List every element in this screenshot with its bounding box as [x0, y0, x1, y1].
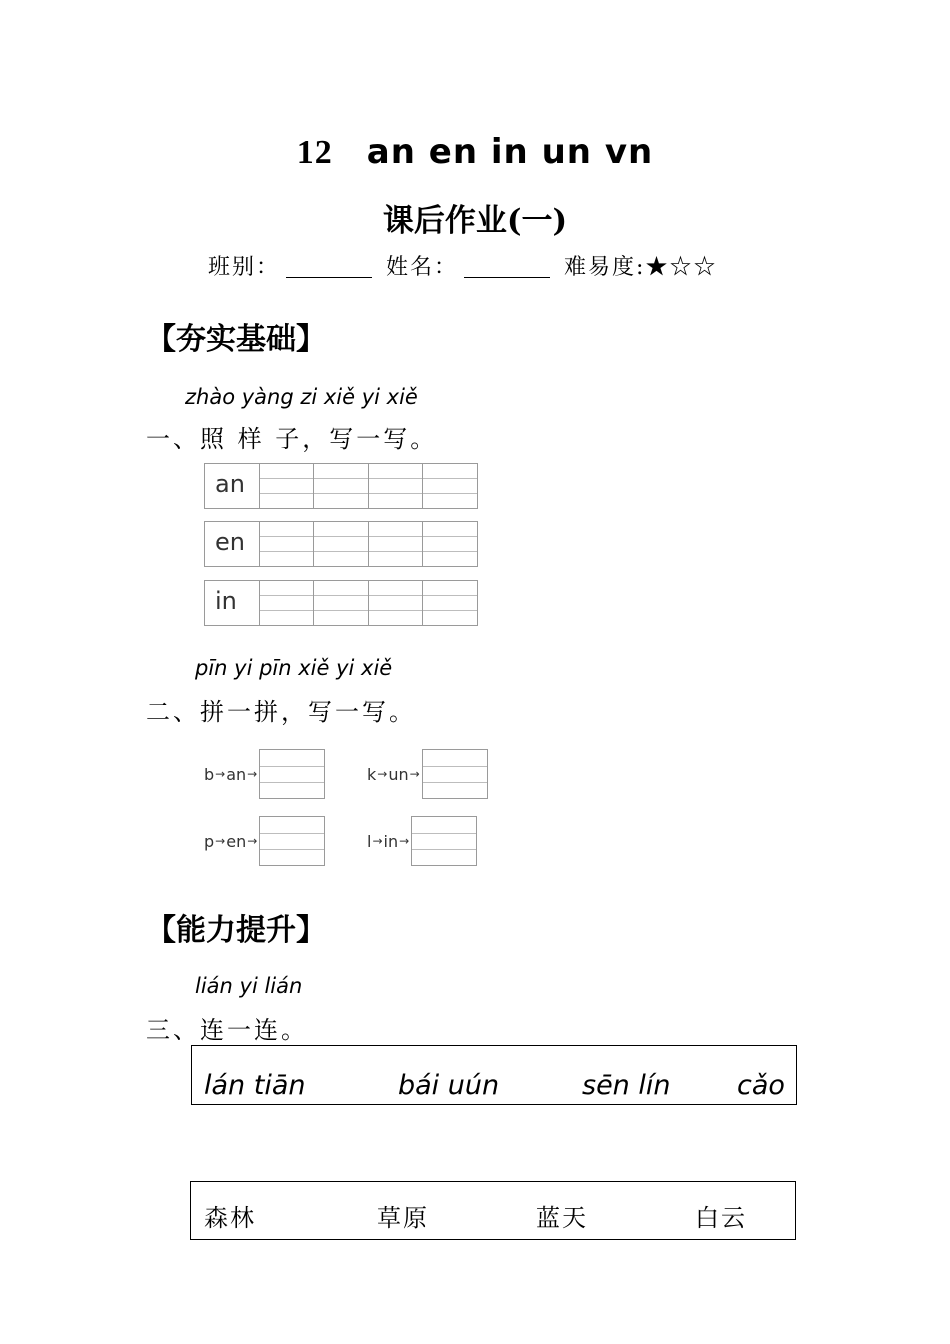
final-letter: un	[388, 764, 409, 784]
name-label: 姓名：	[386, 255, 459, 280]
pinyin-word[interactable]: cǎo	[737, 1070, 785, 1101]
class-label: 班别：	[208, 255, 281, 280]
answer-box[interactable]	[411, 816, 477, 866]
initial-letter: p	[204, 831, 215, 851]
initial-letter: k	[367, 764, 377, 784]
arrow-icon: →	[247, 834, 258, 848]
pinyin-words-box	[191, 1045, 797, 1105]
pinyin-word[interactable]: bái uún	[398, 1070, 500, 1101]
sample-syllable: an	[215, 470, 245, 498]
lesson-number: 12	[296, 134, 333, 171]
chinese-words-box	[190, 1181, 796, 1240]
chinese-word[interactable]: 森林	[204, 1204, 256, 1232]
chinese-word[interactable]: 草原	[377, 1204, 429, 1232]
final-letter: in	[383, 831, 399, 851]
answer-box[interactable]	[259, 816, 325, 866]
pinyin-word[interactable]: lán tiān	[204, 1070, 306, 1101]
student-info-line	[208, 250, 717, 281]
section-title-improve: 【能力提升】	[146, 913, 326, 948]
difficulty-label: 难易度:★☆☆	[564, 255, 718, 280]
final-letter: en	[226, 831, 247, 851]
sample-cell	[205, 581, 260, 625]
q3-text: 三、连一连。	[146, 1016, 308, 1044]
q2-text: 二、拼一拼，写一写。	[146, 698, 416, 726]
writing-cell[interactable]	[260, 522, 315, 566]
writing-cell[interactable]	[423, 522, 477, 566]
chinese-word[interactable]: 蓝天	[536, 1204, 588, 1232]
writing-cell[interactable]	[369, 581, 424, 625]
spell-item-b-an	[204, 749, 325, 799]
sample-syllable: in	[215, 587, 237, 615]
writing-cell[interactable]	[314, 581, 369, 625]
q1-pinyin-hint: zhào yàng zi xiě yi xiě	[185, 385, 418, 409]
initial-letter: l	[367, 831, 372, 851]
lesson-pinyin: an en in un vn	[366, 132, 654, 172]
q2-pinyin-hint: pīn yi pīn xiě yi xiě	[195, 656, 393, 680]
section-title-basics: 【夯实基础】	[146, 322, 326, 357]
writing-row-an	[204, 463, 478, 509]
arrow-icon: →	[247, 767, 258, 781]
spell-item-k-un	[367, 749, 488, 799]
arrow-icon: →	[399, 834, 410, 848]
arrow-icon: →	[409, 767, 420, 781]
homework-subtitle: 课后作业(一)	[382, 203, 568, 239]
writing-cell[interactable]	[369, 464, 424, 508]
sample-cell	[205, 464, 260, 508]
writing-cell[interactable]	[369, 522, 424, 566]
sample-cell	[205, 522, 260, 566]
final-letter: an	[226, 764, 247, 784]
arrow-icon: →	[372, 834, 383, 848]
lesson-title	[0, 132, 950, 172]
sample-syllable: en	[215, 528, 245, 556]
arrow-icon: →	[377, 767, 388, 781]
writing-cell[interactable]	[260, 464, 315, 508]
name-field[interactable]	[464, 255, 550, 278]
writing-cell[interactable]	[260, 581, 315, 625]
q1-text: 一、照 样 子，写一写。	[146, 425, 438, 453]
writing-row-in	[204, 580, 478, 626]
answer-box[interactable]	[422, 749, 488, 799]
arrow-icon: →	[215, 834, 226, 848]
spell-item-p-en	[204, 816, 325, 866]
q3-pinyin-hint: lián yi lián	[195, 974, 303, 998]
class-field[interactable]	[286, 255, 372, 278]
chinese-word[interactable]: 白云	[695, 1204, 747, 1232]
writing-cell[interactable]	[423, 464, 477, 508]
pinyin-word[interactable]: sēn lín	[582, 1070, 671, 1101]
spell-item-l-in	[367, 816, 477, 866]
writing-row-en	[204, 521, 478, 567]
writing-cell[interactable]	[314, 522, 369, 566]
initial-letter: b	[204, 764, 215, 784]
arrow-icon: →	[215, 767, 226, 781]
writing-cell[interactable]	[423, 581, 477, 625]
writing-cell[interactable]	[314, 464, 369, 508]
answer-box[interactable]	[259, 749, 325, 799]
